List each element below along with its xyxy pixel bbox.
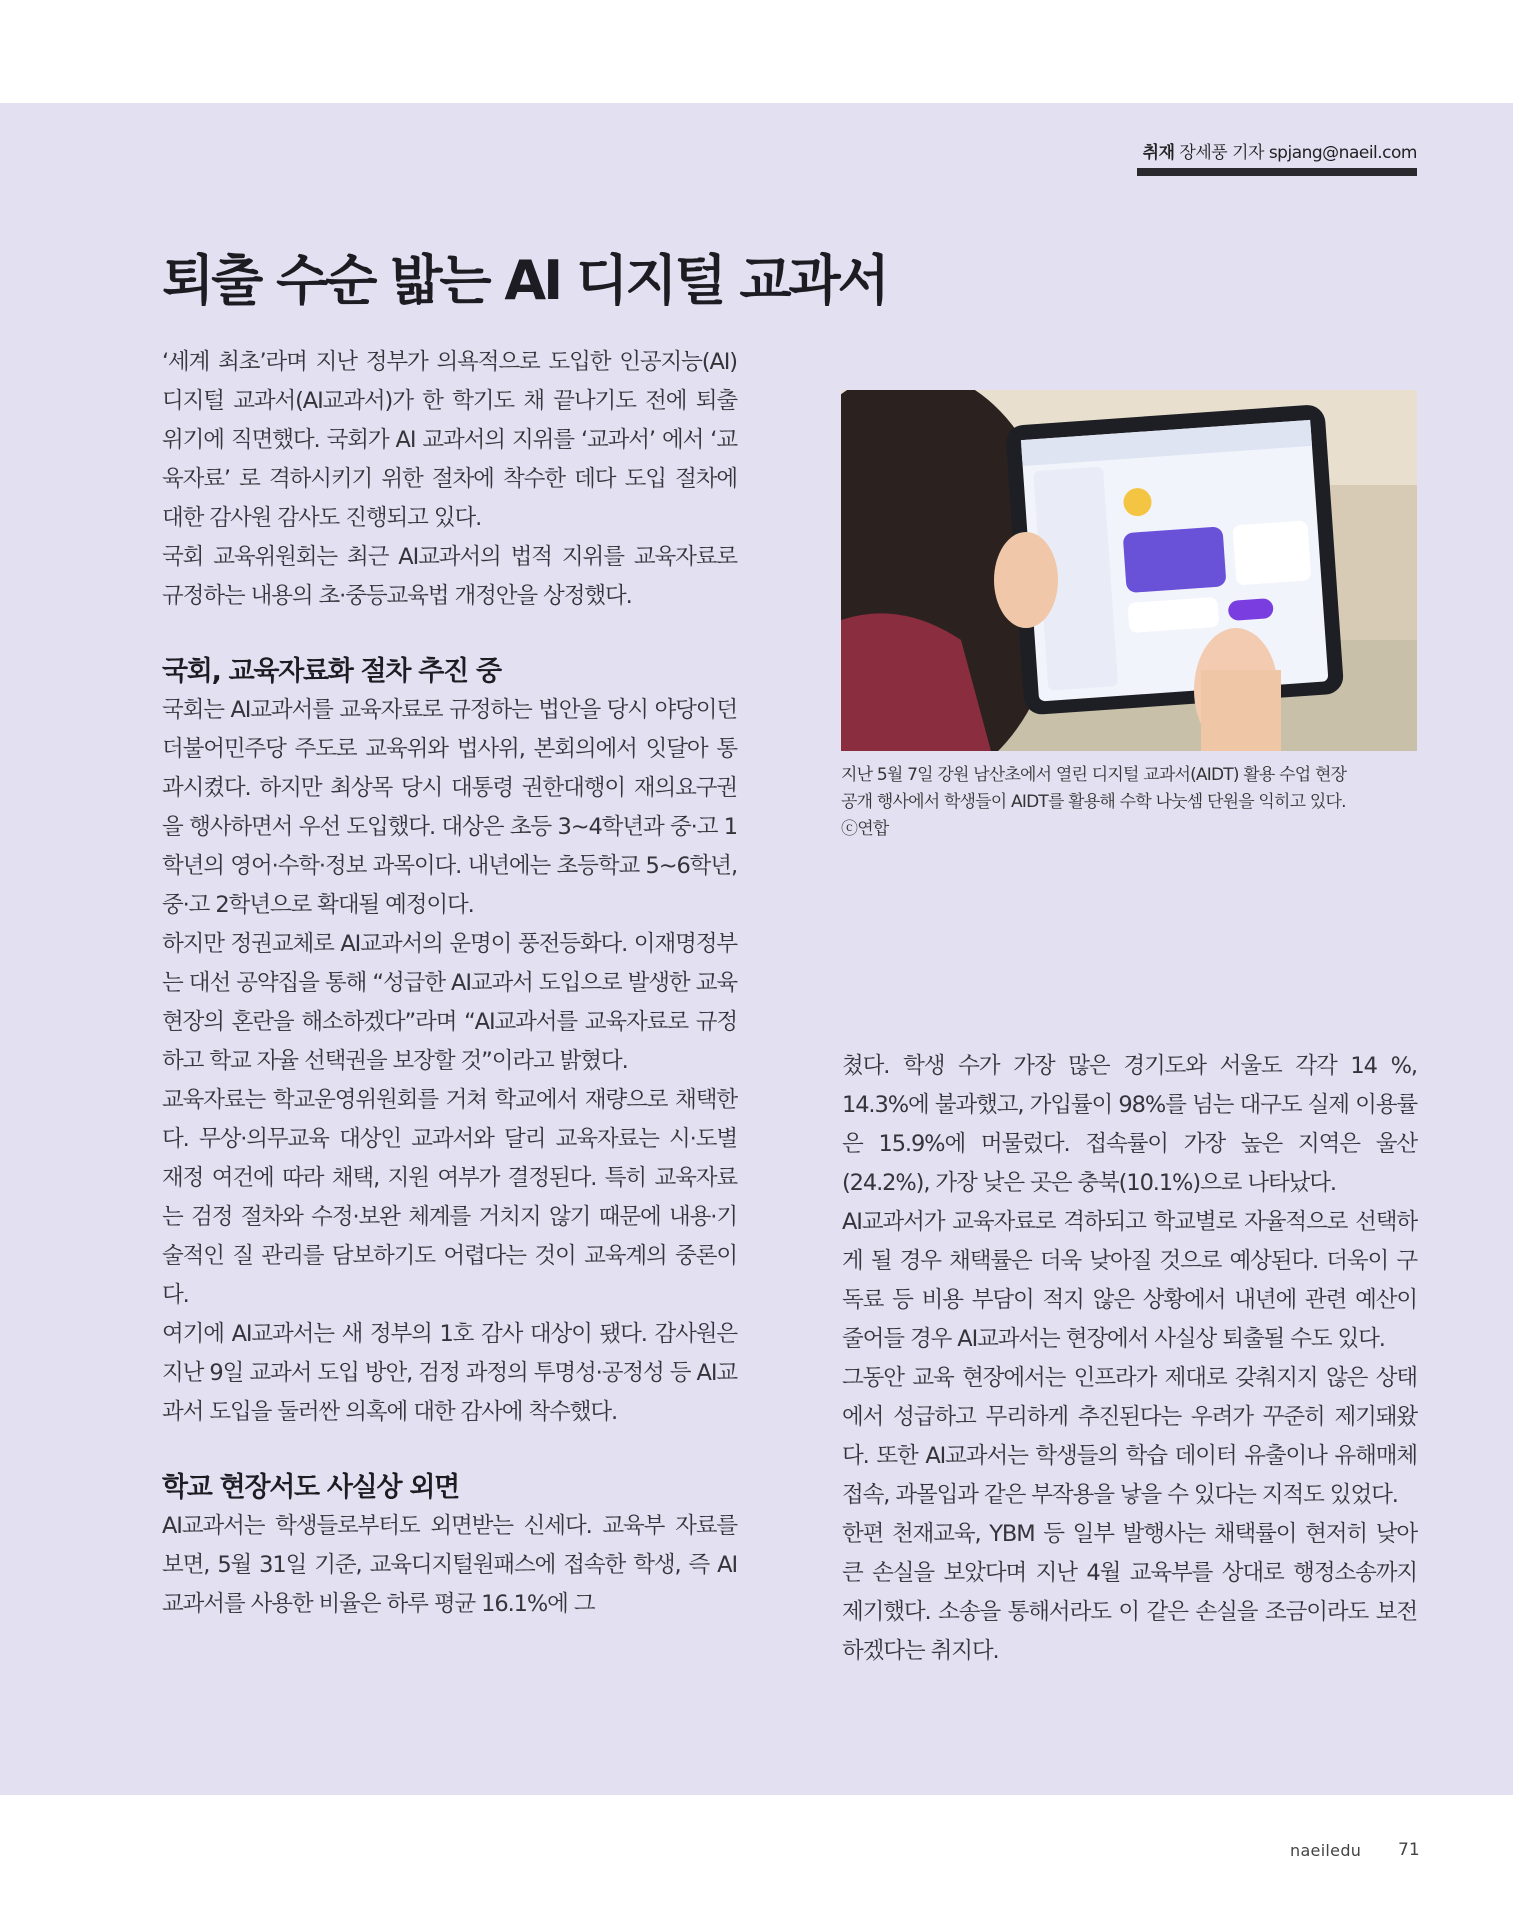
right-column	[842, 1047, 1417, 1671]
caption-line: 지난 5월 7일 강원 남산초에서 열린 디지털 교과서(AIDT) 활용 수업 현장	[841, 765, 1347, 785]
paragraph: ‘세계 최초’라며 지난 정부가 의욕적으로 도입한 인공지능(AI) 디지털 교과서(AI교과서)가 한 학기도 채 끝나기도 전에 퇴출 위기에 직면했다. 국회가 AI 교과서의 지위를 ‘교과서’ 에서 ‘교육자료’ 로 격하시키기 위한 절차에 착수한 데다 도입 절차에 대한 감사원 감사도 진행되고 있다.	[162, 349, 737, 531]
paragraph: 쳤다. 학생 수가 가장 많은 경기도와 서울도 각각 14 %, 14.3%에 불과했고, 가입률이 98%를 넘는 대구도 실제 이용률은 15.9%에 머물렀다. 접속률이 가장 높은 지역은 울산(24.2%), 가장 낮은 곳은 충북(10.1%)으로 나타났다.	[842, 1053, 1417, 1196]
paragraph: 국회는 AI교과서를 교육자료로 규정하는 법안을 당시 야당이던 더불어민주당 주도로 교육위와 법사위, 본회의에서 잇달아 통과시켰다. 하지만 최상목 당시 대통령 권한대행이 재의요구권을 행사하면서 우선 도입했다. 대상은 초등 3~4학년과 중·고 1학년의 영어·수학·정보 과목이다. 내년에는 초등학교 5~6학년, 중·고 2학년으로 확대될 예정이다.	[162, 697, 737, 918]
byline	[1143, 138, 1417, 163]
paragraph: AI교과서가 교육자료로 격하되고 학교별로 자율적으로 선택하게 될 경우 채택률은 더욱 낮아질 것으로 예상된다. 더욱이 구독료 등 비용 부담이 적지 않은 상황에서 내년에 관련 예산이 줄어들 경우 AI교과서는 현장에서 사실상 퇴출될 수도 있다.	[842, 1209, 1417, 1352]
section-heading: 국회, 교육자료화 절차 추진 중	[162, 656, 501, 687]
caption-credit: ⓒ연합	[841, 819, 889, 839]
page-number: 71	[1398, 1840, 1420, 1860]
paragraph: 하지만 정권교체로 AI교과서의 운명이 풍전등화다. 이재명정부는 대선 공약집을 통해 “성급한 AI교과서 도입으로 발생한 교육 현장의 혼란을 해소하겠다”라며 “AI교과서를 교육자료로 규정하고 학교 자율 선택권을 보장할 것”이라고 밝혔다.	[162, 931, 737, 1074]
article-photo	[841, 390, 1417, 751]
caption-line: 공개 행사에서 학생들이 AIDT를 활용해 수학 나눗셈 단원을 익히고 있다.	[841, 792, 1346, 812]
paragraph: 그동안 교육 현장에서는 인프라가 제대로 갖춰지지 않은 상태에서 성급하고 무리하게 추진된다는 우려가 꾸준히 제기돼왔다. 또한 AI교과서는 학생들의 학습 데이터 유출이나 유해매체 접속, 과몰입과 같은 부작용을 낳을 수 있다는 지적도 있었다.	[842, 1365, 1417, 1508]
paragraph: AI교과서는 학생들로부터도 외면받는 신세다. 교육부 자료를 보면, 5월 31일 기준, 교육디지털원패스에 접속한 학생, 즉 AI교과서를 사용한 비율은 하루 평균 16.1%에 그	[162, 1513, 737, 1617]
article-headline: 퇴출 수순 밟는 AI 디지털 교과서	[162, 249, 887, 312]
byline-rule	[1137, 168, 1417, 176]
photo-caption	[841, 762, 1421, 843]
footer-brand: naeiledu	[1290, 1841, 1362, 1860]
paragraph: 교육자료는 학교운영위원회를 거쳐 학교에서 재량으로 채택한다. 무상·의무교육 대상인 교과서와 달리 교육자료는 시·도별 재정 여건에 따라 채택, 지원 여부가 결정된다. 특히 교육자료는 검정 절차와 수정·보완 체계를 거치지 않기 때문에 내용·기술적인 질 관리를 담보하기도 어렵다는 것이 교육계의 중론이다.	[162, 1087, 737, 1308]
left-column	[162, 343, 737, 1624]
paragraph: 한편 천재교육, YBM 등 일부 발행사는 채택률이 현저히 낮아 큰 손실을 보았다며 지난 4월 교육부를 상대로 행정소송까지 제기했다. 소송을 통해서라도 이 같은 손실을 조금이라도 보전하겠다는 취지다.	[842, 1521, 1417, 1664]
paragraph: 국회 교육위원회는 최근 AI교과서의 법적 지위를 교육자료로 규정하는 내용의 초·중등교육법 개정안을 상정했다.	[162, 544, 737, 609]
paragraph: 여기에 AI교과서는 새 정부의 1호 감사 대상이 됐다. 감사원은 지난 9일 교과서 도입 방안, 검정 과정의 투명성·공정성 등 AI교과서 도입을 둘러싼 의혹에 대한 감사에 착수했다.	[162, 1321, 737, 1425]
byline-label: 취재	[1142, 143, 1175, 163]
photo-illustration	[841, 390, 1417, 751]
section-heading: 학교 현장서도 사실상 외면	[162, 1472, 459, 1503]
byline-text: 장세풍 기자 spjang@naeil.com	[1179, 143, 1417, 163]
